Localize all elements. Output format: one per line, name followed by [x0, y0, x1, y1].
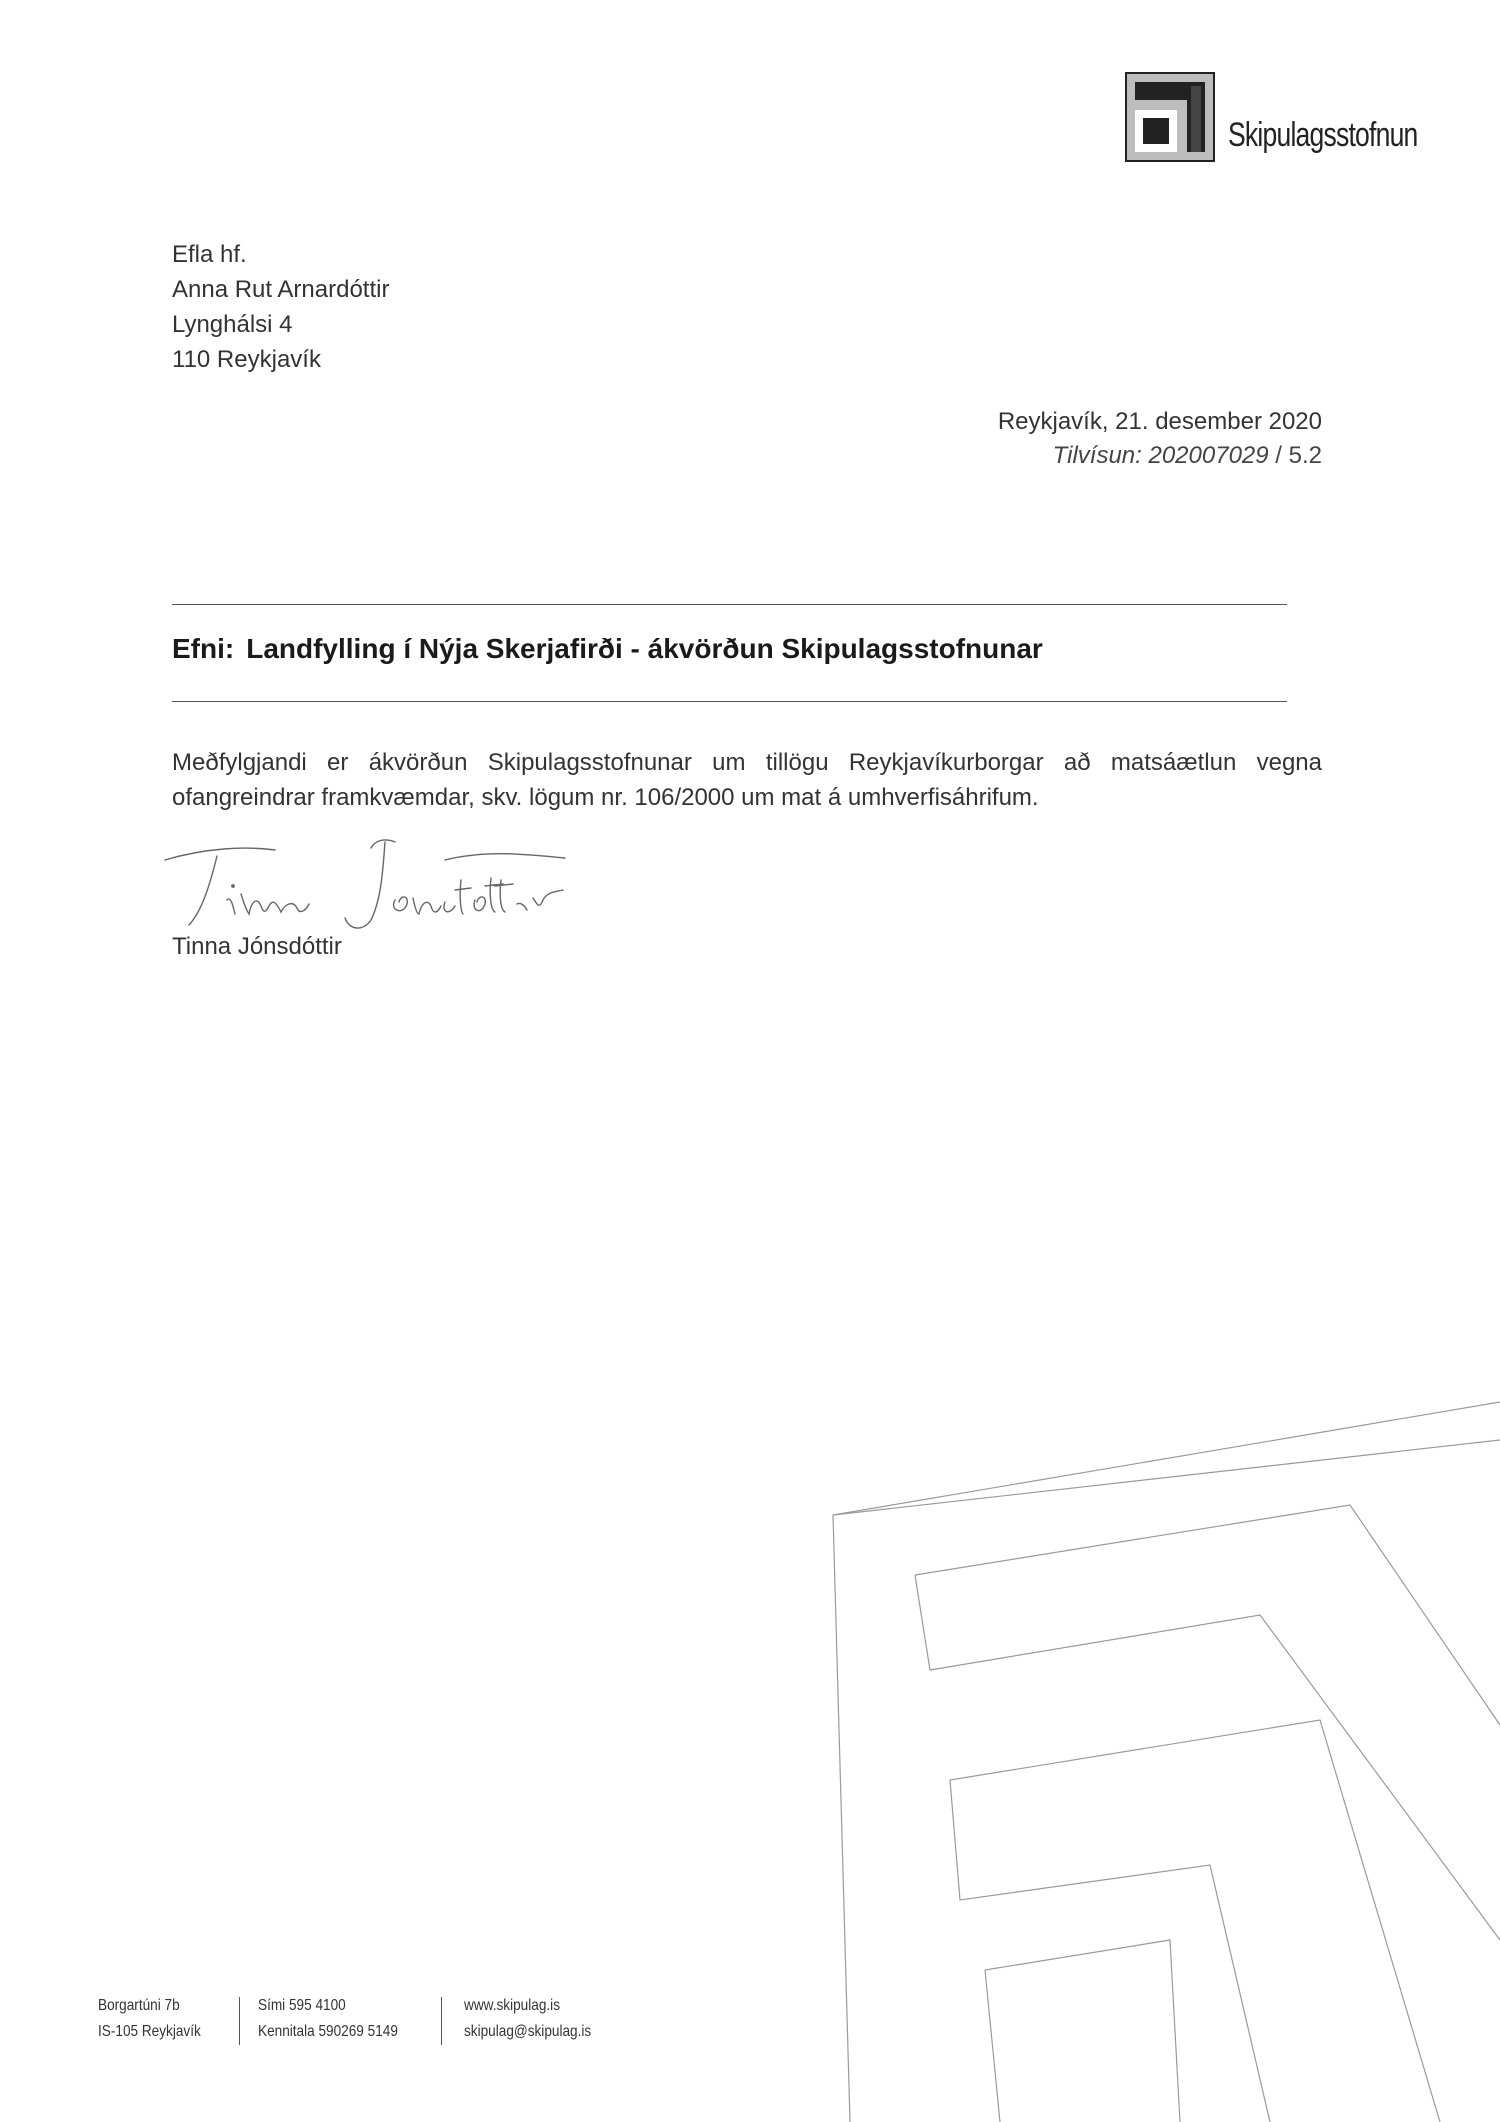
org-name: Skipulagsstofnun	[1228, 116, 1418, 154]
footer-address	[98, 1993, 201, 2045]
watermark-logo-icon	[800, 1380, 1500, 2122]
footer-street: Borgartúni 7b	[98, 1997, 180, 2014]
footer-phone: Sími 595 4100	[258, 1997, 346, 2014]
footer-contact	[258, 1993, 398, 2045]
reference-line	[998, 439, 1322, 473]
footer-email-link[interactable]: skipulag@skipulag.is	[464, 2023, 592, 2040]
subject-label: Efni:	[172, 633, 235, 664]
subject-rule-bottom	[172, 701, 1287, 702]
footer-divider	[441, 1997, 442, 2045]
body-paragraph: Meðfylgjandi er ákvörðun Skipulagsstofnunar um tillögu Reykjavíkurborgar að matsáætlun vegna ofangreindrar framkvæmdar, skv. lögum nr. 106/2000 um mat á umhverfisáhrifum.	[172, 749, 1322, 811]
footer-web	[464, 1993, 591, 2045]
footer-kennitala: Kennitala 590269 5149	[258, 2023, 398, 2040]
letter-date: Reykjavík, 21. desember 2020	[997, 408, 1322, 435]
recipient-city: 110 Reykjavík	[172, 346, 321, 373]
recipient-street: Lynghálsi 4	[172, 311, 293, 338]
handwritten-signature	[145, 820, 585, 940]
footer-divider	[239, 1997, 240, 2045]
org-logo	[1125, 72, 1418, 167]
footer-website-link[interactable]: www.skipulag.is	[464, 1997, 560, 2014]
recipient-company: Efla hf.	[172, 241, 247, 268]
recipient-person: Anna Rut Arnardóttir	[172, 276, 390, 303]
reference-number: Tilvísun: 202007029	[1052, 442, 1269, 469]
subject-line	[172, 633, 1043, 665]
signer-name: Tinna Jónsdóttir	[172, 933, 342, 960]
reference-suffix: / 5.2	[1268, 442, 1322, 469]
recipient-address	[172, 237, 389, 377]
dateline	[998, 405, 1322, 473]
footer-city: IS-105 Reykjavík	[98, 2023, 201, 2040]
subject-rule-top	[172, 604, 1287, 605]
subject-text: Landfylling í Nýja Skerjafirði - ákvörðun Skipulagsstofnunar	[246, 633, 1043, 664]
logo-mark-icon	[1125, 72, 1215, 162]
